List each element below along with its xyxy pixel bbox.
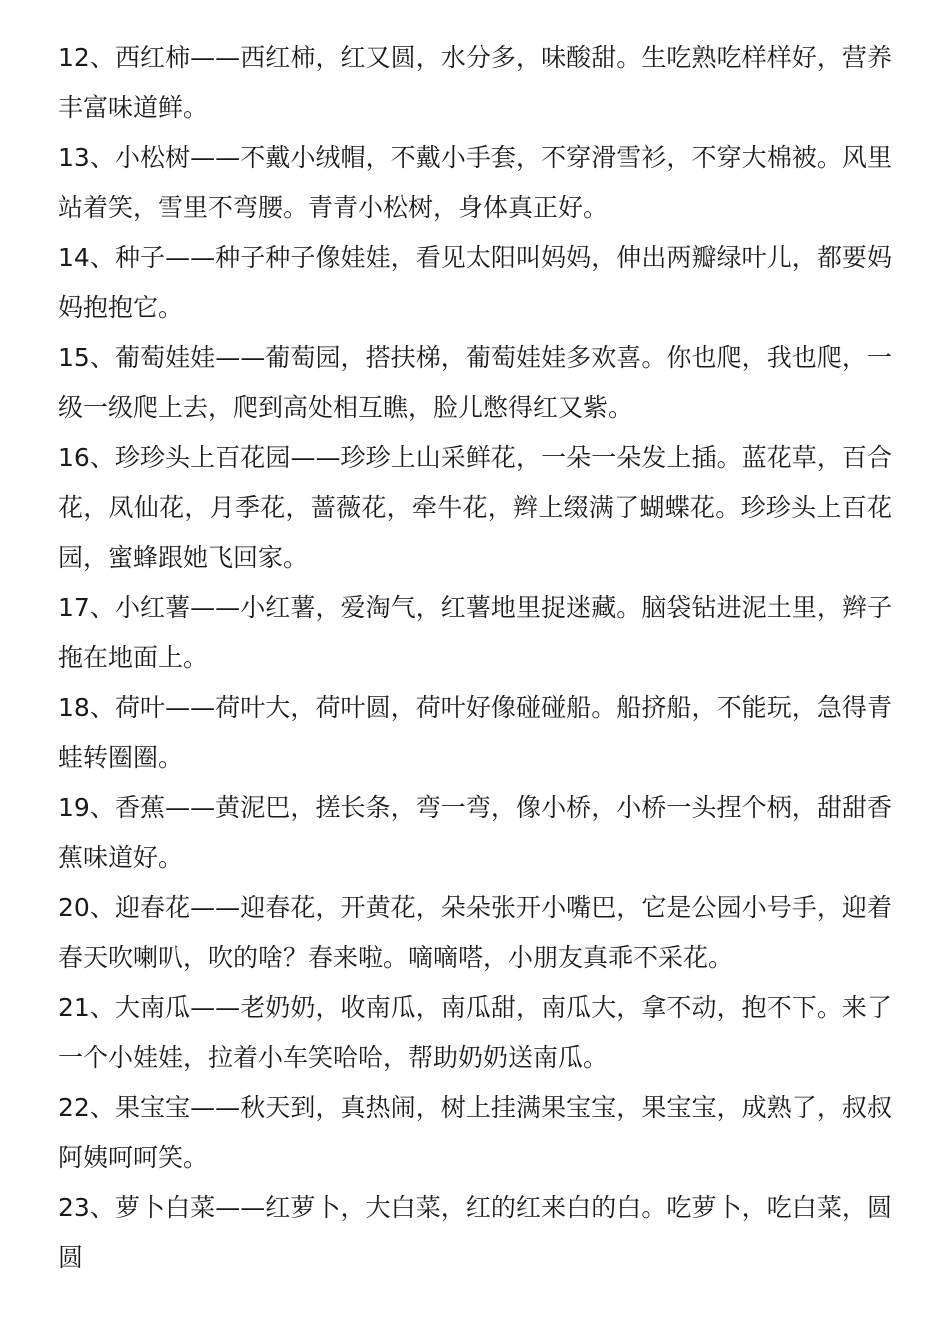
rhyme-entry-18: 18、荷叶——荷叶大，荷叶圆，荷叶好像碰碰船。船挤船，不能玩，急得青蛙转圈圈。 [58, 693, 892, 772]
rhyme-entry-14: 14、种子——种子种子像娃娃，看见太阳叫妈妈，伸出两瓣绿叶儿，都要妈妈抱抱它。 [58, 243, 892, 322]
rhyme-entry-19: 19、香蕉——黄泥巴，搓长条，弯一弯，像小桥，小桥一头捏个柄，甜甜香蕉味道好。 [58, 793, 892, 872]
rhyme-entry-22: 22、果宝宝——秋天到，真热闹，树上挂满果宝宝，果宝宝，成熟了，叔叔阿姨呵呵笑。 [58, 1093, 892, 1172]
rhyme-entry-16: 16、珍珍头上百花园——珍珍上山采鲜花，一朵一朵发上插。蓝花草，百合花，凤仙花，月季花，蔷薇花，牵牛花，辫上缀满了蝴蝶花。珍珍头上百花园，蜜蜂跟她飞回家。 [58, 443, 892, 572]
rhyme-entry-20: 20、迎春花——迎春花，开黄花，朵朵张开小嘴巴，它是公园小号手，迎着春天吹喇叭，吹的啥？春来啦。嘀嘀嗒，小朋友真乖不采花。 [58, 893, 892, 972]
rhyme-entry-17: 17、小红薯——小红薯，爱淘气，红薯地里捉迷藏。脑袋钻进泥土里，辫子拖在地面上。 [58, 593, 892, 672]
rhyme-entry-12: 12、西红柿——西红柿，红又圆，水分多，味酸甜。生吃熟吃样样好，营养丰富味道鲜。 [58, 43, 892, 122]
rhyme-entry-23: 23、萝卜白菜——红萝卜，大白菜，红的红来白的白。吃萝卜，吃白菜，圆圆 [58, 1193, 892, 1272]
rhyme-entry-21: 21、大南瓜——老奶奶，收南瓜，南瓜甜，南瓜大，拿不动，抱不下。来了一个小娃娃，拉着小车笑哈哈，帮助奶奶送南瓜。 [58, 993, 892, 1072]
rhyme-entry-15: 15、葡萄娃娃——葡萄园，搭扶梯，葡萄娃娃多欢喜。你也爬，我也爬，一级一级爬上去，爬到高处相互瞧，脸儿憋得红又紫。 [58, 343, 892, 422]
rhyme-entry-13: 13、小松树——不戴小绒帽，不戴小手套，不穿滑雪衫，不穿大棉被。风里站着笑，雪里不弯腰。青青小松树，身体真正好。 [58, 143, 892, 222]
